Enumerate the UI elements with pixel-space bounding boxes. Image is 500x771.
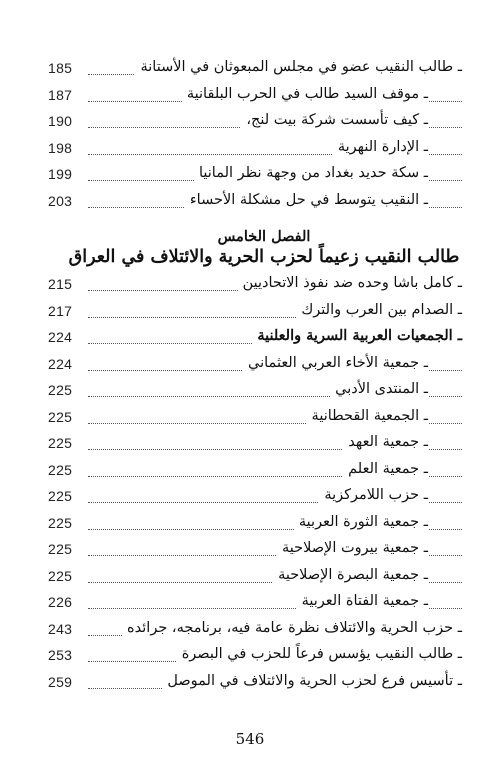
toc-entry-title: ـ النقيب يتوسط في حل مشكلة الأحساء	[185, 190, 428, 210]
toc-entry-title: ـ تأسيس فرع لحزب الحرية والائتلاف في الموصل	[162, 671, 462, 691]
toc-entry-page: 225	[48, 382, 73, 398]
toc-entry	[48, 406, 462, 432]
toc-entry	[48, 163, 462, 189]
toc-entry	[48, 644, 462, 670]
toc-entry-page: 203	[48, 192, 73, 209]
toc-entry-page: 225	[48, 541, 73, 557]
toc-entry	[48, 190, 462, 216]
toc-entry-title: ـ جمعية العلم	[343, 459, 428, 479]
toc-entry	[48, 326, 462, 352]
toc-entry-page: 225	[48, 435, 73, 451]
toc-entry	[48, 57, 462, 83]
toc-entry	[48, 618, 462, 644]
toc-entry-page: 187	[48, 86, 73, 103]
toc-entry	[48, 485, 462, 511]
toc-entry	[48, 84, 462, 110]
toc-entry-title: ـ كامل باشا وحده ضد نفوذ الاتحاديين	[238, 273, 462, 293]
page-number: 546	[235, 730, 265, 748]
toc-entry-page: 198	[48, 139, 73, 156]
toc-entry	[48, 565, 462, 591]
toc-entry	[48, 353, 462, 379]
toc-entry-title: ـ موقف السيد طالب في الحرب البلقانية	[182, 84, 428, 104]
toc-entry	[48, 137, 462, 163]
toc-entry-page: 225	[48, 567, 73, 584]
toc-entry-title: ـ المنتدى الأدبي	[330, 379, 428, 399]
toc-entry-title: ـ الصدام بين العرب والترك	[296, 300, 462, 320]
toc-entry-title: ـ جمعية بيروت الإصلاحية	[277, 538, 428, 558]
toc-entry-title: ـ الإدارة النهرية	[333, 137, 428, 157]
toc-entry-page: 243	[48, 620, 73, 637]
toc-entry-title: ـ جمعية الثورة العربية	[294, 512, 428, 532]
toc-entry-page: 217	[48, 302, 73, 319]
toc-entry-page: 225	[48, 461, 73, 478]
toc-entry-page: 224	[48, 355, 73, 372]
toc-entry-title: ـ جمعية البصرة الإصلاحية	[273, 565, 428, 585]
toc-entry-title: ـ جمعية الأخاء العربي العثماني	[243, 353, 428, 373]
toc-entry-title: ـ الجمعيات العربية السرية والعلنية	[252, 326, 462, 346]
toc-entry-page: 225	[48, 408, 73, 425]
toc-entry	[48, 591, 462, 617]
toc-entry	[48, 538, 462, 564]
toc-entry-page: 224	[48, 329, 73, 345]
toc-entry	[48, 459, 462, 485]
toc-entry-page: 253	[48, 647, 73, 663]
toc-entry	[48, 273, 462, 299]
toc-entry-title: ـ جمعية الفتاة العربية	[297, 591, 428, 611]
toc-entry	[48, 300, 462, 326]
toc-entry-title: ـ حزب الحرية والائتلاف نظرة عامة فيه، برنامجه، جرائده	[122, 618, 462, 638]
toc-entry-page: 225	[48, 514, 73, 531]
toc-entry	[48, 432, 462, 458]
toc-entry	[48, 379, 462, 405]
toc-entry-title: ـ الجمعية القحطانية	[307, 406, 428, 426]
toc-entry-title: ـ حزب اللامركزية	[319, 485, 428, 505]
toc-entry	[48, 671, 462, 697]
toc-entry-page: 199	[48, 166, 73, 182]
toc-entry-page: 215	[48, 276, 73, 292]
chapter-title: طالب النقيب زعيماً لحزب الحرية والائتلاف في العراق	[68, 247, 460, 267]
toc-entry-title: ـ طالب النقيب عضو في مجلس المبعوثان في الأستانة	[135, 57, 462, 77]
toc-entry-title: ـ طالب النقيب يؤسس فرعاً للحزب في البصرة	[177, 644, 462, 664]
toc-entry-page: 185	[48, 60, 73, 76]
toc-entry-title: ـ سكة حديد بغداد من وجهة نظر المانيا	[194, 163, 428, 183]
chapter-label: الفصل الخامس	[217, 228, 311, 245]
toc-entry-page: 259	[48, 673, 73, 690]
toc-entry-title: ـ كيف تأسست شركة بيت لنج،	[241, 110, 428, 130]
toc-entry	[48, 110, 462, 136]
toc-entry	[48, 512, 462, 538]
toc-entry-title: ـ جمعية العهد	[343, 432, 428, 452]
toc-entry-page: 190	[48, 113, 73, 129]
toc-entry-page: 226	[48, 594, 73, 610]
toc-entry-page: 225	[48, 488, 73, 504]
